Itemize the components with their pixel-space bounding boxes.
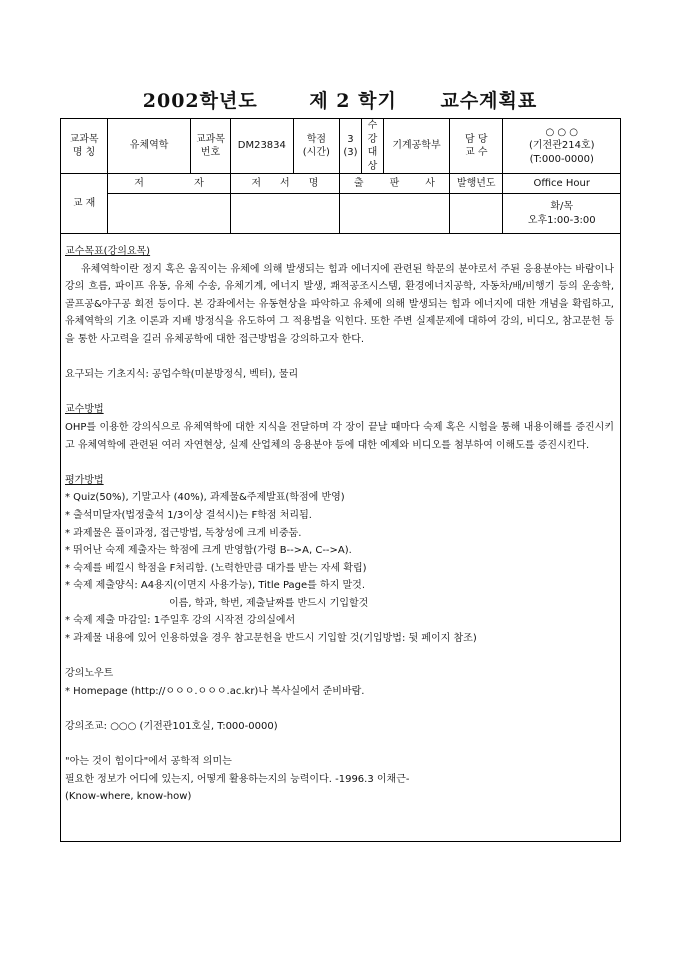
quote-line: (Know-where, know-how) [65,791,192,803]
course-no: DM23834 [230,119,293,174]
pub-year-label: 발행년도 [450,174,503,194]
publisher-label: 출 판 사 [339,174,449,194]
credit-value: 3 (3) [339,119,361,174]
note-title: 강의노우트 [65,668,114,680]
quote-line: "아는 것이 힘이다"에서 공학적 의미는 [65,756,232,768]
method-title: 교수방법 [65,404,104,416]
title-year: 2002학년도 [142,90,258,112]
course-no-label: 교과목 번호 [191,119,231,174]
eval-item: * 숙제를 베낄시 학점을 F처리함. (노력한만큼 대가를 받는 자세 확립) [65,562,367,574]
eval-item: * Quiz(50%), 기말고사 (40%), 과제물&주제발표(학점에 반영) [65,492,345,504]
textbook-label: 교 재 [61,174,108,234]
course-name-label: 교과목 명 칭 [61,119,108,174]
professor-value: ○ ○ ○ (기전관214호) (T:000-0000) [503,119,621,174]
objective-title: 교수목표(강의요목) [65,246,151,257]
office-hour-value: 화/목 오후1:00-3:00 [503,194,621,234]
course-name: 유체역학 [108,119,191,174]
plan-body [60,230,621,842]
publisher-value [339,194,449,234]
eval-item: * 숙제 제출 마감일: 1주일후 강의 시작전 강의실에서 [65,615,296,627]
title-semester: 제 2 학기 [309,90,397,112]
objective-text: 유체역학이란 정지 혹은 움직이는 유체에 의해 발생되는 힘과 에너지에 관련된 학문의 분야로서 주된 응용분야는 바람이나 강의 흐름, 파이프 유동, 유체 수송, 유체기계, 에너지 발생, 쾌적공조시스템, 환경에너지공학, 자동차/배/비행기 등의 운송학, 골프공&야구공 회전 등이다. 본 강좌에서는 유동현상을 파악하고 유체에 의해 발생되는 힘과 에너지에 대한 개념을 확립하고, 유체역학의 기초 이론과 지배 방정식을 유도하여 그 적용법을 익힌다. 또한 주변 실제문제에 대하여 강의, 비디오, 참고문헌 등을 통한 사고력을 길러 유체공학에 대한 접근방법을 강의하고자 한다. [65,263,614,345]
eval-item-continued: 이름, 학과, 학번, 제출날짜를 반드시 기입할것 [169,597,369,609]
eval-item: * 뛰어난 숙제 제출자는 학점에 크게 반영함(가령 B-->A, C-->A). [65,545,352,557]
course-info-table [60,118,621,234]
eval-item: * 출석미달자(법정출석 1/3이상 결석시)는 F학점 처리됨. [65,509,312,521]
eval-item: * 과제물 내용에 있어 인용하였을 경우 참고문헌을 반드시 기입할 것(기입방법: 뒷 페이지 참조) [65,633,477,645]
eval-title: 평가방법 [65,474,104,486]
quote-line: 필요한 정보가 어디에 있는지, 어떻게 활용하는지의 능력이다. -1996.3 이채근- [65,773,410,785]
book-title-value [230,194,339,234]
eval-item: * 숙제 제출양식: A4용지(이면지 사용가능), Title Page를 하지 말것. [65,580,366,592]
office-hour-label: Office Hour [503,174,621,194]
eval-item: * 과제물은 풀이과정, 접근방법, 독창성에 크게 비중둠. [65,527,302,539]
title-doc: 교수계획표 [440,90,538,112]
note-text: * Homepage (http://ㅇㅇㅇ.ㅇㅇㅇ.ac.kr)나 복사실에서 준비바람. [65,685,365,697]
credit-label: 학점 (시간) [293,119,339,174]
teaching-assistant: 강의조교: ○○○ (기전관101호실, T:000-0000) [65,721,278,733]
pub-year-value [450,194,503,234]
target-value: 기계공학부 [383,119,449,174]
author-value [108,194,231,234]
book-title-label: 저 서 명 [230,174,339,194]
page-title [0,86,680,113]
author-label: 저 자 [108,174,231,194]
method-text: OHP를 이용한 강의식으로 유체역학에 대한 지식을 전달하며 각 장이 끝날 때마다 숙제 혹은 시험을 통해 내용이해를 증진시키고 유체역학에 관련된 여러 자연현상, 실제 산업체의 응용분야 등에 대한 예제와 비디오를 첨부하여 이해도를 증진시킨다. [65,421,614,451]
prerequisites: 요구되는 기초지식: 공업수학(미분방정식, 벡터), 물리 [65,369,299,381]
professor-label: 담 당 교 수 [450,119,503,174]
target-label: 수강 대상 [361,119,383,174]
